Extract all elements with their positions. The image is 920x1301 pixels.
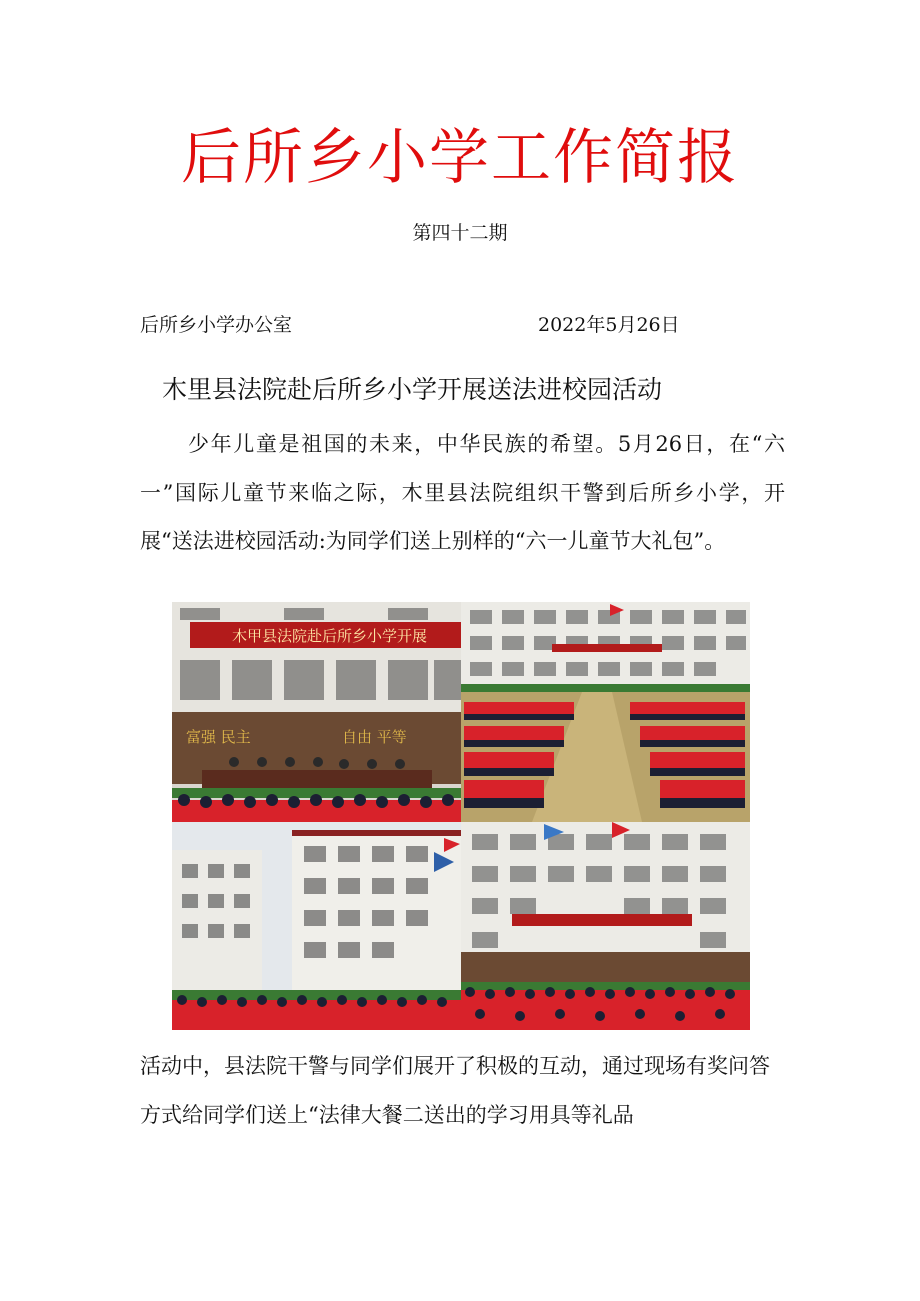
wall-slogan-2: 自由 平等 [342,728,407,746]
photo-collage [172,602,750,1030]
article-paragraph-2: 活动中，县法院干警与同学们展开了积极的互动，通过现场有奖问答方式给同学们送上“法律大餐二送出的学习用具等礼品 [140,1054,770,1127]
article-paragraph-1: 少年儿童是祖国的未来，中华民族的希望。5月26日，在“六一”国际儿童节来临之际，木里县法院组织干警到后所乡小学，开展“送法进校园活动:为同学们送上别样的“六一儿童节大礼包”。 [140,432,785,553]
photo-school-buildings [172,822,461,1030]
issue-number: 第四十二期 [412,222,508,244]
article-headline: 木里县法院赴后所乡小学开展送法进校园活动 [162,375,663,404]
newsletter-title: 后所乡小学工作简报 [181,123,739,193]
photo-students-rows [461,602,750,822]
photo-assembly [461,822,750,1030]
wall-slogan-1: 富强 民主 [186,728,251,746]
publish-date: 2022年5月26日 [538,314,680,336]
office-name: 后所乡小学办公室 [140,314,293,336]
photo-stage-banner [172,602,461,822]
banner-text: 木甲县法院赴后所乡小学开展 [232,627,428,645]
